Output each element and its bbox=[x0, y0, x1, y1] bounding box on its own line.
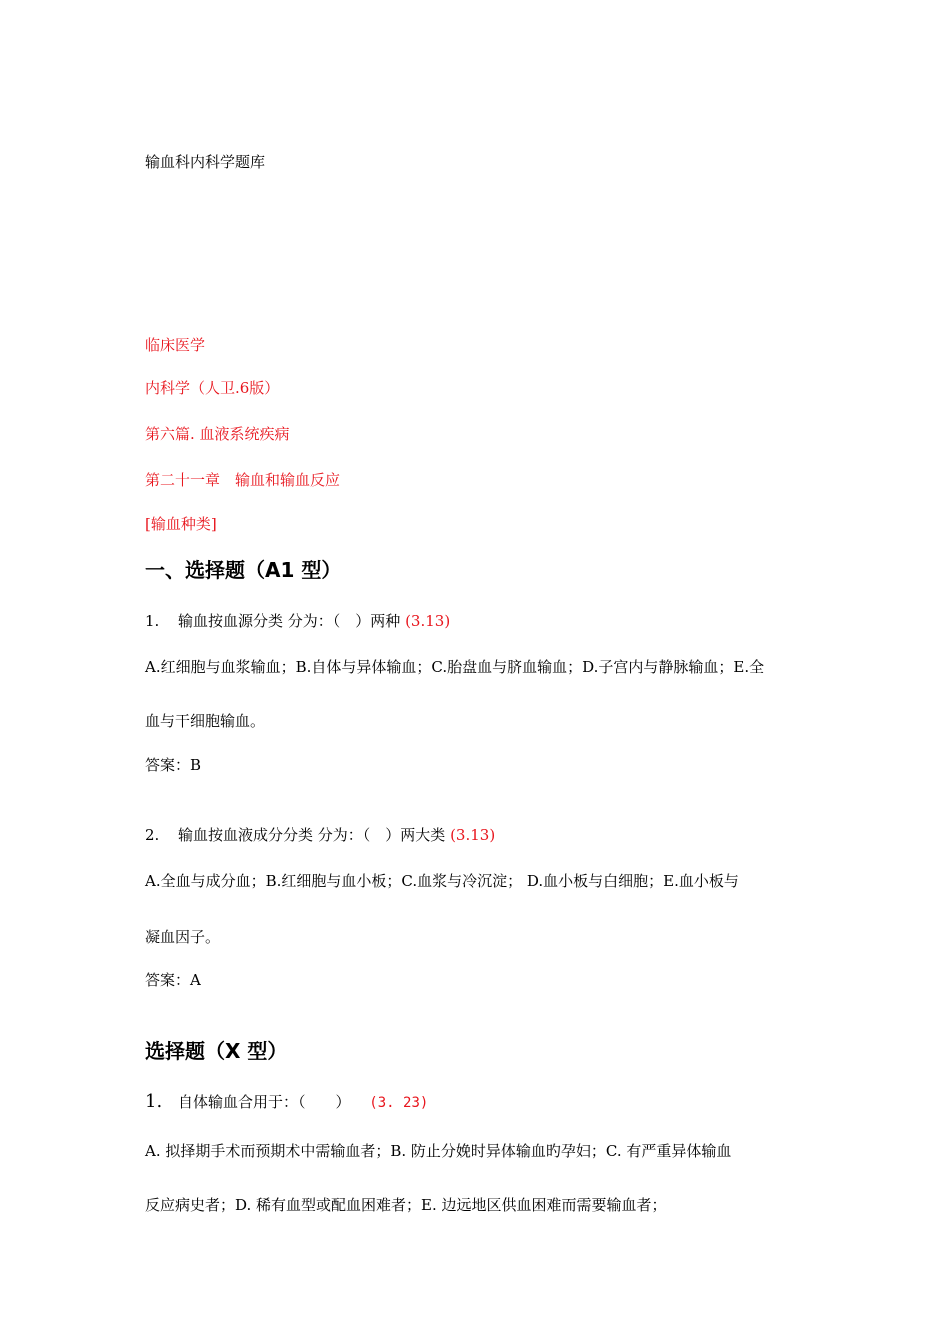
topic-heading: [输血种类] bbox=[145, 515, 217, 533]
question-2-options-line-2: 凝血因子。 bbox=[145, 928, 221, 946]
question-text: 输血按血液成分分类 分为：（ ）两大类 bbox=[178, 826, 446, 844]
question-reference: (3.13) bbox=[405, 612, 451, 630]
x-question-1-options-line-1: A. 拟择期手术而预期术中需输血者；B. 防止分娩时异体输血旳孕妇；C. 有严重异体输血 bbox=[145, 1142, 732, 1160]
question-1-options-line-2: 血与干细胞输血。 bbox=[145, 712, 266, 730]
chapter-heading: 第二十一章 输血和输血反应 bbox=[145, 471, 341, 489]
question-number: 2. bbox=[145, 826, 160, 844]
question-text: 输血按血源分类 分为：（ ）两种 bbox=[178, 612, 401, 630]
question-1-stem bbox=[145, 611, 450, 631]
question-number: 1. bbox=[145, 1091, 163, 1112]
question-reference: (3. 23) bbox=[369, 1095, 429, 1111]
book-label: 内科学（人卫.6版） bbox=[145, 379, 280, 397]
question-text: 自体输血合用于：（ ） bbox=[178, 1093, 351, 1111]
section-heading-a1: 一、选择题（A1 型） bbox=[145, 558, 342, 582]
question-2-options-line-1: A.全血与成分血；B.红细胞与血小板；C.血浆与冷沉淀； D.血小板与白细胞；E.血小板与 bbox=[145, 872, 739, 890]
question-1-answer: 答案：B bbox=[145, 756, 202, 774]
question-2-stem bbox=[145, 825, 495, 845]
category-label: 临床医学 bbox=[145, 336, 206, 354]
x-question-1-options-line-2: 反应病史者；D. 稀有血型或配血困难者；E. 边远地区供血困难而需要输血者； bbox=[145, 1196, 667, 1214]
part-heading: 第六篇. 血液系统疾病 bbox=[145, 425, 290, 443]
question-1-options-line-1: A.红细胞与血浆输血；B.自体与异体输血；C.胎盘血与脐血输血；D.子宫内与静脉输血；E.全 bbox=[145, 658, 765, 676]
x-question-1-stem bbox=[145, 1092, 428, 1113]
question-reference: (3.13) bbox=[450, 826, 496, 844]
question-number: 1. bbox=[145, 612, 160, 630]
document-title: 输血科内科学题库 bbox=[145, 153, 266, 171]
question-2-answer: 答案：A bbox=[145, 971, 201, 989]
section-heading-x: 选择题（X 型） bbox=[145, 1039, 288, 1063]
